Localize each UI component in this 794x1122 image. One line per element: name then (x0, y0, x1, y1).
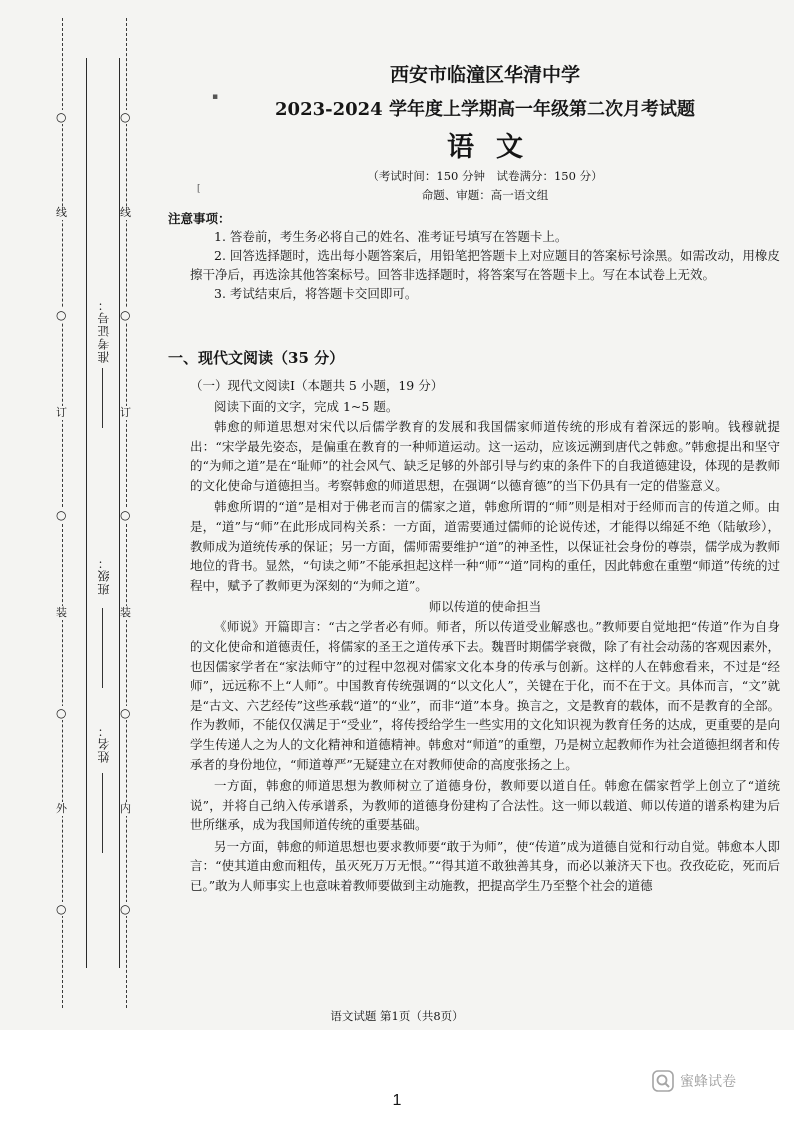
subsection-title: （一）现代文阅读Ⅰ（本题共 5 小题，19 分） (190, 378, 444, 393)
notice-title: 注意事项： (168, 211, 231, 226)
reading-instruction: 阅读下面的文字，完成 1~5 题。 (214, 399, 399, 414)
binding-mark: 线 (56, 206, 67, 219)
binding-mark: 订 (120, 406, 131, 419)
binding-margin (40, 18, 162, 1008)
search-magnifier-icon (652, 1070, 674, 1092)
exam-title: 2023-2024 学年度上学期高一年级第二次月考试题 (275, 99, 695, 120)
page-footer: 语文试题 第1页（共8页） (330, 1009, 464, 1023)
passage-paragraph: 韩愈的师道思想对宋代以后儒学教育的发展和我国儒家师道传统的形成有着深远的影响。钱穆就提出：“宋学最先姿态，是偏重在教育的一种师道运动。这一运动，应该远溯到唐代之韩愈。”韩愈提出和坚守的“为师之道”是在“耻师”的社会风气、缺乏足够的外部引导与约束的条件下的自我道德建设，体现的是教师的文化使命与道德担当。考察韩愈的师道思想，在强调“以德育德”的当下仍具有一定的借鉴意义。 (190, 419, 780, 493)
passage-paragraph: 《师说》开篇即言：“古之学者必有师。师者，所以传道受业解惑也。”教师要自觉地把“传道”作为自身的文化使命和道德责任，将儒家的圣王之道传承下去。魏晋时期儒学衰微，除了有社会动荡的客观因素外，也因儒家学者在“家法师守”的过程中忽视对儒家文化本身的传承与创新。这样的人在韩愈看来，不过是“经师”，远远称不上“人师”。中国教育传统强调的“以文化人”，关键在于化，而不在于文。具体而言，“文”就是“古文、六艺经传”这些承载“道”的“业”，而非“道”本身。换言之，文是教育的载体，而不是教育的全部。作为教师，不能仅仅满足于“受业”，将传授给学生一些实用的文化知识视为教育任务的达成，更重要的是向学生传递人之为人的文化精神和道德精神。韩愈对“师道”的重塑，乃是树立起教师作为社会道德担纲者和传承者的身份地位，“师道尊严”无疑建立在对教师使命的高度张扬之上。 (190, 619, 780, 772)
time-score-info: （考试时间：150 分钟 试卷满分：150 分） (367, 169, 603, 183)
binding-mark: ○ (56, 110, 67, 124)
student-info-box (86, 58, 120, 968)
notice-item: 1. 答卷前，考生务必将自己的姓名、准考证号填写在答题卡上。 (214, 229, 568, 244)
page-number: 1 (392, 1092, 402, 1109)
notice-item: 2. 回答选择题时，选出每小题答案后，用铅笔把答题卡上对应题目的答案标号涂黑。如需改动，用橡皮擦干净后，再选涂其他答案标号。回答非选择题时，将答案写在答题卡上。写在本试卷上无效。 (190, 248, 780, 282)
binding-mark: 线 (120, 206, 131, 219)
class-label: 班级： (97, 556, 111, 595)
passage-paragraph: 一方面，韩愈的师道思想为教师树立了道德身份，教师要以道自任。韩愈在儒家哲学上创立了“道统说”，并将自己纳入传承谱系，为教师的道德身份建构了合法性。这一师以载道、师以传道的谱系构建为后世所继承，成为我国师道传统的重要基础。 (190, 778, 780, 833)
watermark (652, 1070, 736, 1092)
setters-info: 命题、审题：高一语文组 (421, 188, 549, 202)
exam-content (168, 60, 780, 896)
scan-speck: [ (197, 184, 201, 194)
binding-mark: ○ (120, 508, 131, 522)
binding-mark: 内 (120, 802, 131, 815)
passage-paragraph: 另一方面，韩愈的师道思想也要求教师要“敢于为师”，使“传道”成为道德自觉和行动自觉。韩愈本人即言：“使其道由愈而粗传，虽灭死万万无恨。”“得其道不敢独善其身，而必以兼济天下也。孜孜矻矻，死而后已。”敢为人师事实上也意味着教师要做到主动施教，把提高学生乃至整个社会的道德 (190, 838, 780, 894)
binding-mark: ○ (56, 308, 67, 322)
watermark-text: 蜜蜂试卷 (680, 1074, 736, 1090)
school-name: 西安市临潼区华清中学 (389, 64, 580, 86)
binding-mark: ○ (120, 110, 131, 124)
exam-number-line[interactable] (102, 368, 103, 428)
class-line[interactable] (102, 608, 103, 688)
binding-mark: 装 (120, 606, 131, 619)
exam-number-label: 准考证号： (97, 298, 111, 363)
binding-mark: ○ (120, 706, 131, 720)
binding-mark: ○ (56, 902, 67, 916)
binding-mark: ○ (120, 308, 131, 322)
passage-paragraph: 韩愈所谓的“道”是相对于佛老而言的儒家之道，韩愈所谓的“师”则是相对于经师而言的传道之师。由是，“道”与“师”在此形成同构关系：一方面，道需要通过儒师的论说传述，才能得以绵延不绝（陆敏珍），教师成为道统传承的保证；另一方面，儒师需要维护“道”的神圣性，以保证社会身份的尊崇，儒学成为教师地位的背书。显然，“句读之师”不能承担起这样一种“师”“道”同构的重任，因此韩愈在重塑“师道”传统的过程中，赋予了教师更为深刻的“为师之道”。 (190, 499, 780, 593)
notice-list (190, 227, 780, 303)
subject-title: 语文 (447, 132, 545, 163)
scan-speck: ▪ (212, 92, 219, 102)
name-line[interactable] (102, 773, 103, 853)
binding-mark: ○ (120, 902, 131, 916)
binding-mark: 订 (56, 406, 67, 419)
name-label: 姓名： (97, 724, 111, 763)
binding-mark: 装 (56, 606, 67, 619)
section-title: 一、现代文阅读（35 分） (168, 349, 345, 367)
binding-mark: ○ (56, 508, 67, 522)
binding-mark: ○ (56, 706, 67, 720)
binding-mark: 外 (56, 802, 67, 815)
notice-item: 3. 考试结束后，将答题卡交回即可。 (214, 286, 418, 301)
passage-subheading: 师以传道的使命担当 (428, 599, 542, 615)
